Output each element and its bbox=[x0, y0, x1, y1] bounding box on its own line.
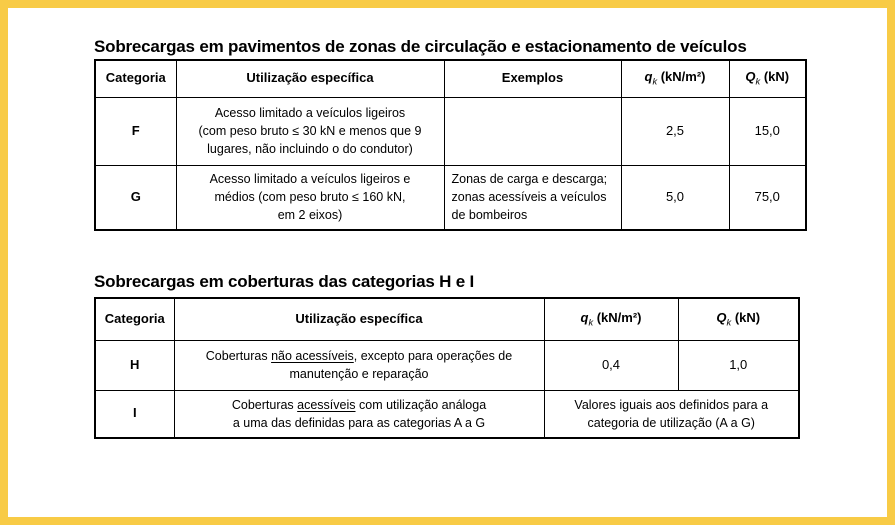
text-segment: Acesso limitado a veículos ligeiros e bbox=[209, 172, 411, 187]
cell-exemplos-F bbox=[444, 97, 621, 165]
underlined-text: não acessíveis bbox=[271, 348, 354, 363]
cell-Qk-H: 1,0 bbox=[678, 340, 799, 390]
text-segment: a uma das definidas para as categorias A a G bbox=[232, 415, 486, 430]
cell-utilizacao-F bbox=[176, 97, 444, 165]
cell-Qk-F: 15,0 bbox=[729, 97, 806, 165]
page-content bbox=[8, 8, 887, 439]
table2-header-row bbox=[95, 298, 799, 340]
table2-row-I bbox=[95, 390, 799, 438]
cell-categoria-F: F bbox=[95, 97, 176, 165]
qk-unit: (kN/m²) bbox=[593, 309, 642, 325]
table1-header-row bbox=[95, 60, 806, 97]
text-segment: categoria de utilização (A a G) bbox=[587, 415, 755, 430]
cell-Qk-G: 75,0 bbox=[729, 165, 806, 230]
cell-utilizacao-G bbox=[176, 165, 444, 230]
cell-categoria-G: G bbox=[95, 165, 176, 230]
text-segment: Acesso limitado a veículos ligeiros bbox=[214, 105, 406, 120]
table1-header-Qk bbox=[729, 60, 806, 97]
text-segment: Zonas de carga e descarga; bbox=[451, 172, 608, 187]
qk-subscript: k bbox=[652, 76, 658, 87]
table1-header-categoria: Categoria bbox=[95, 60, 176, 97]
text-segment: Coberturas bbox=[231, 397, 298, 412]
cell-utilizacao-H bbox=[174, 340, 544, 390]
text-segment: em 2 eixos) bbox=[277, 208, 343, 223]
table1-header-utilizacao: Utilização específica bbox=[176, 60, 444, 97]
text-segment: , excepto para operações de bbox=[353, 348, 513, 363]
text-segment: com utilização análoga bbox=[355, 397, 487, 412]
cell-qk-G: 5,0 bbox=[621, 165, 729, 230]
loads-table-pavements bbox=[94, 59, 807, 231]
text-segment: lugares, não incluindo o do condutor) bbox=[207, 142, 413, 157]
Qk-unit: (kN) bbox=[760, 69, 790, 85]
loads-table-roofs bbox=[94, 297, 800, 439]
Qk-unit: (kN) bbox=[731, 309, 761, 325]
text-segment: (com peso bruto ≤ 30 kN e menos que 9 bbox=[198, 123, 422, 138]
table2-title: Sobrecargas em coberturas das categorias H e I bbox=[94, 272, 475, 291]
Qk-symbol: Q bbox=[745, 69, 756, 85]
table2-header-categoria: Categoria bbox=[95, 298, 174, 340]
table2-row-H bbox=[95, 340, 799, 390]
table1-header-exemplos: Exemplos bbox=[444, 60, 621, 97]
text-segment: manutenção e reparação bbox=[289, 367, 429, 381]
cell-qk-F: 2,5 bbox=[621, 97, 729, 165]
cell-exemplos-G bbox=[444, 165, 621, 230]
qk-symbol: q bbox=[580, 309, 589, 325]
cell-valores-I bbox=[544, 390, 799, 438]
Qk-subscript: k bbox=[755, 76, 761, 87]
table2-header-utilizacao: Utilização específica bbox=[174, 298, 544, 340]
qk-unit: (kN/m²) bbox=[657, 69, 706, 85]
Qk-symbol: Q bbox=[716, 309, 727, 325]
text-segment: de bombeiros bbox=[451, 208, 528, 223]
text-segment: zonas acessíveis a veículos bbox=[451, 190, 607, 205]
text-segment: Coberturas bbox=[205, 348, 272, 363]
table1-row-F bbox=[95, 97, 806, 165]
text-segment: Valores iguais aos definidos para a bbox=[574, 397, 769, 412]
underlined-text: acessíveis bbox=[297, 397, 356, 412]
table1-row-G bbox=[95, 165, 806, 230]
qk-subscript: k bbox=[588, 317, 594, 328]
table1-title: Sobrecargas em pavimentos de zonas de circulação e estacionamento de veículos bbox=[94, 37, 747, 56]
cell-utilizacao-I bbox=[174, 390, 544, 438]
text-segment: médios (com peso bruto ≤ 160 kN, bbox=[214, 190, 406, 205]
cell-qk-H: 0,4 bbox=[544, 340, 678, 390]
table2-header-qk bbox=[544, 298, 678, 340]
cell-categoria-I: I bbox=[95, 390, 174, 438]
table2-header-Qk bbox=[678, 298, 799, 340]
Qk-subscript: k bbox=[726, 317, 732, 328]
table1-header-qk bbox=[621, 60, 729, 97]
cell-categoria-H: H bbox=[95, 340, 174, 390]
qk-symbol: q bbox=[644, 69, 653, 85]
